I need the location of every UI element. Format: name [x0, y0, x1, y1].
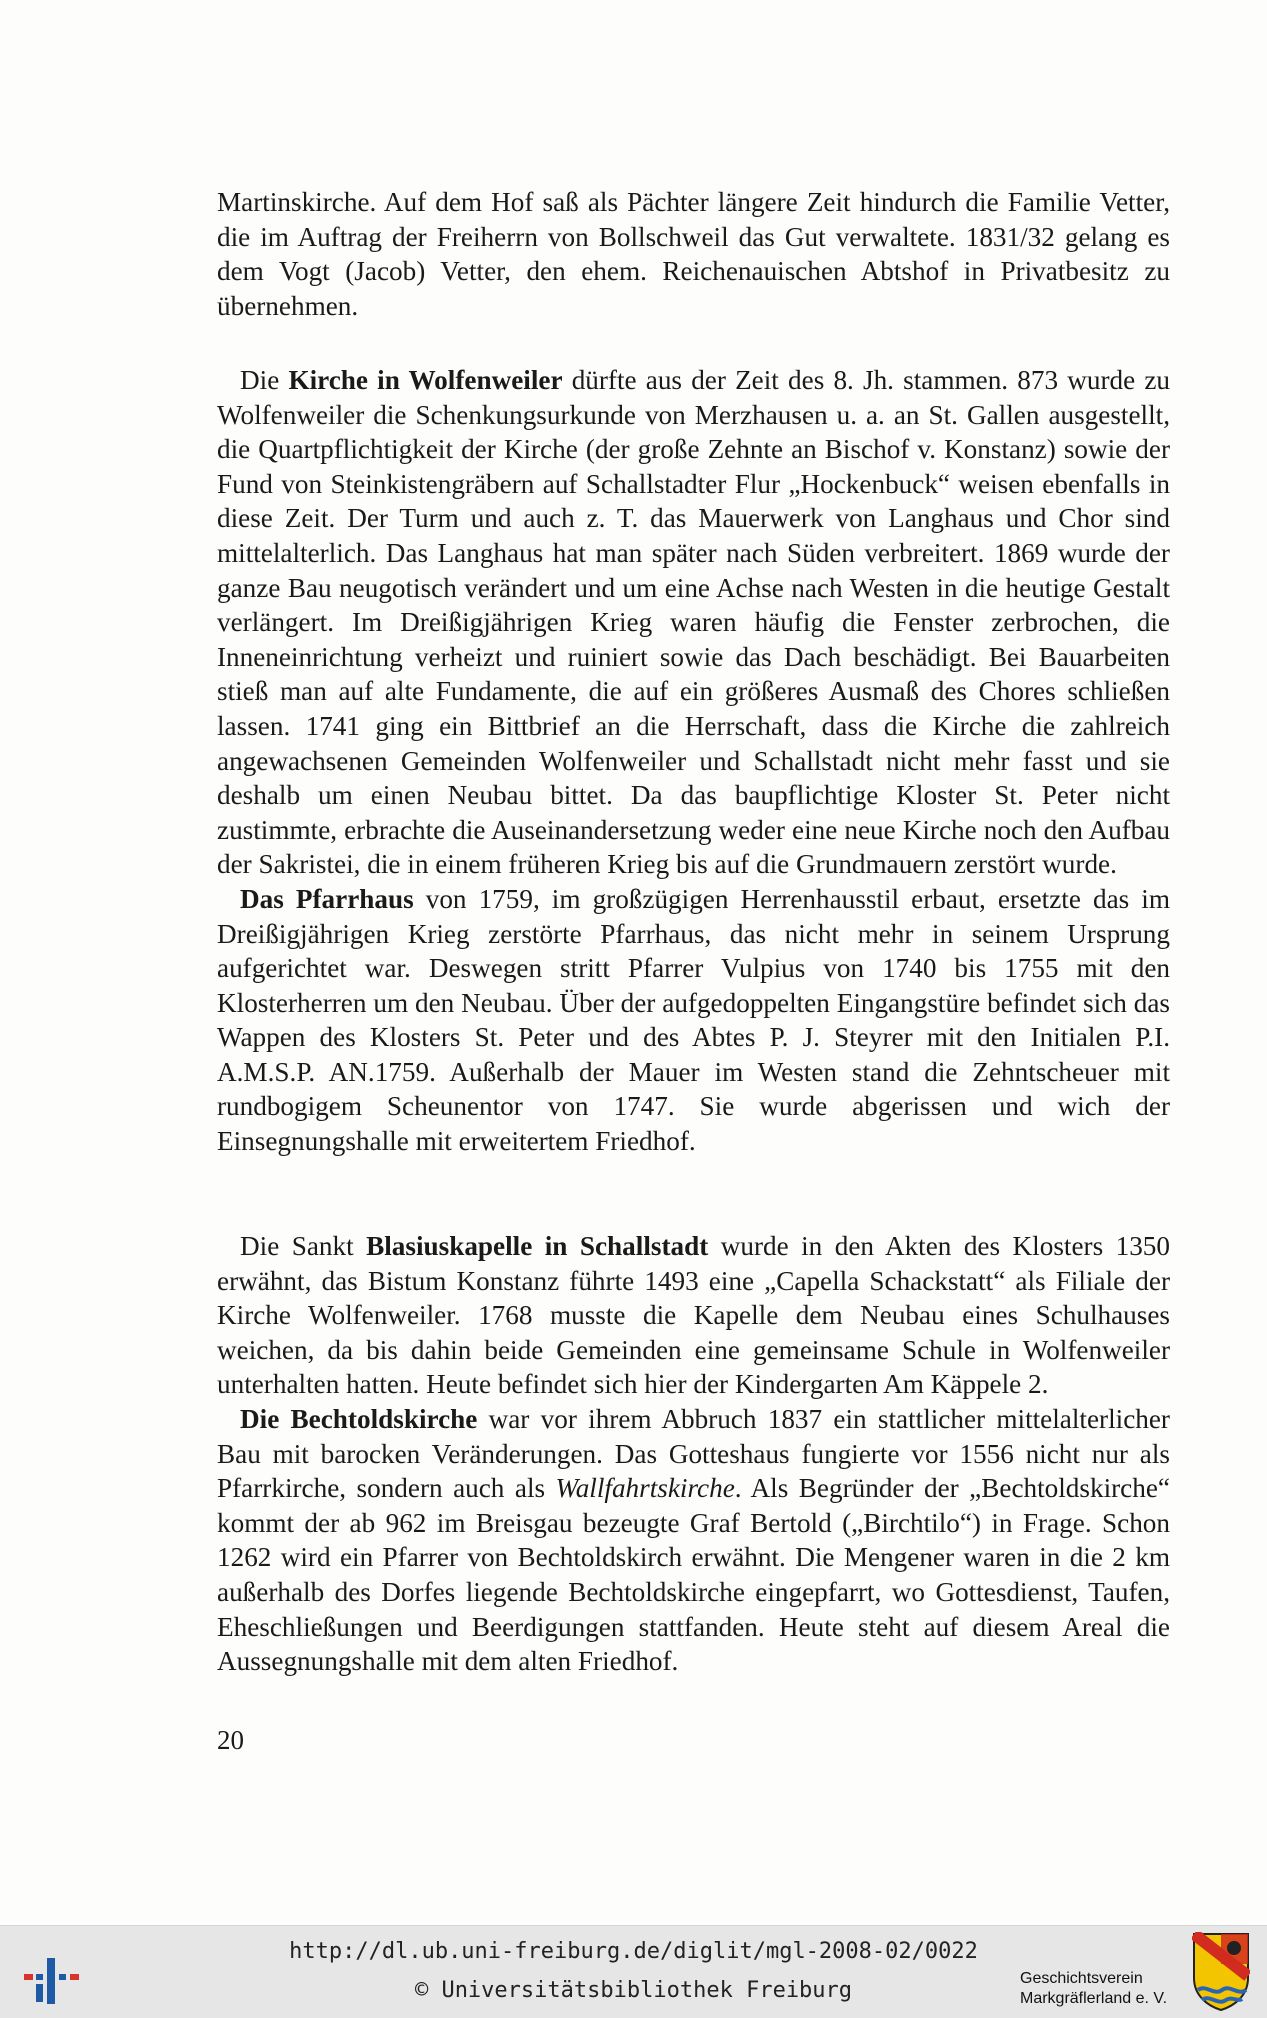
paragraph-body: dürfte aus der Zeit des 8. Jh. stammen. 873 wurde zu Wolfenweiler die Schenkungsurkunde von Merzhausen u. a. an St. Gallen ausgestellt, die Quartpflichtigkeit der Kirche (der große Zehnte an Bischof v. Konstanz) sowie der Fund von Steinkistengräbern auf Schallstadter Flur „Hockenbuck“ weisen ebenfalls in diese Zeit. Der Turm und auch z. T. das Mauerwerk von Langhaus und Chor sind mittelalterlich. Das Langhaus hat man später nach Süden verbreitert. 1869 wurde der ganze Bau neugotisch verändert und um eine Achse nach Westen in die heutige Gestalt verlängert. Im Dreißigjährigen Krieg waren häufig die Fenster zerbrochen, die Inneneinrichtung verheizt und ruiniert sowie das Dach beschädigt. Bei Bauarbeiten stieß man auf alte Fundamente, die auf ein größeres Ausmaß des Chores schließen lassen. 1741 ging ein Bittbrief an die Herrschaft, dass die Kirche die zahlreich angewachsenen Gemeinden Wolfenweiler und Schallstadt nicht mehr fasst und sie deshalb um einen Neubau bittet. Da das baupflichtige Kloster St. Peter nicht zustimmte, erbrachte die Auseinandersetzung weder eine neue Kirche noch den Aufbau der Sakristei, die in einem früheren Krieg bis auf die Grundmauern zerstört wurde. [217, 365, 1170, 880]
society-name [1020, 1969, 1167, 2009]
permalink-link[interactable]: http://dl.ub.uni-freiburg.de/diglit/mgl-2008-02/0022 [289, 1939, 978, 1964]
footer-bar [0, 1925, 1267, 2018]
heading-blasiuskapelle: Blasiuskapelle in Schallstadt [366, 1231, 709, 1261]
paragraph-kirche-wolfenweiler [217, 363, 1170, 882]
paragraph-blasiuskapelle [217, 1229, 1170, 1402]
paragraph-prefix: Die Sankt [240, 1231, 367, 1261]
heading-bechtoldskirche: Die Bechtoldskirche [240, 1403, 478, 1434]
paragraph-prefix: Die [240, 365, 289, 395]
heading-kirche-wolfenweiler: Kirche in Wolfenweiler [288, 365, 563, 395]
paragraph-abtshof: Martinskirche. Auf dem Hof saß als Pächter längere Zeit hindurch die Familie Vetter, die im Auftrag der Freiherrn von Bollschweil das Gut verwaltete. 1831/32 gelang es dem Vogt (Jacob) Vetter, den ehem. Reichenauischen Abtshof in Privatbesitz zu übernehmen. [217, 187, 1170, 321]
paragraph-body-end: . Als Begründer der „Bechtoldskirche“ kommt der ab 962 im Breisgau bezeugte Graf Bertold („Birchtilo“) in Frage. Schon 1262 wird ein Pfarrer von Bechtoldskirch erwähnt. Die Mengener waren in die 2 km außerhalb des Dorfes liegende Bechtoldskirche eingepfarrt, wo Gottesdienst, Taufen, Eheschließungen und Beerdigungen stattfanden. Heute steht auf diesem Areal die Aussegnungshalle mit dem alten Friedhof. [217, 1473, 1170, 1677]
text-block-middle [217, 363, 1170, 1159]
emphasis-wallfahrtskirche: Wallfahrtskirche [555, 1473, 735, 1504]
paragraph-pfarrhaus [217, 882, 1170, 1159]
text-block-bottom [217, 1229, 1170, 1679]
coat-of-arms-icon [1192, 1932, 1250, 2012]
copyright-notice: © Universitätsbibliothek Freiburg [414, 1978, 853, 2003]
paragraph-body: wurde in den Akten des Klosters 1350 erwähnt, das Bistum Konstanz führte 1493 eine „Capella Schackstatt“ als Filiale der Kirche Wolfenweiler. 1768 musste die Kapelle dem Neubau eines Schulhauses weichen, da bis dahin beide Gemeinden eine gemeinsame Schule in Wolfenweiler unterhalten hatten. Heute befindet sich hier der Kindergarten Am Käppele 2. [217, 1231, 1170, 1400]
heading-pfarrhaus: Das Pfarrhaus [240, 883, 414, 914]
text-block-top [217, 185, 1170, 323]
paragraph-body: war vor ihrem Abbruch 1837 ein stattlicher mittelalterlicher Bau mit barocken Veränderungen. Das Gotteshaus fungierte vor 1556 nicht nur als Pfarrkirche, sondern auch als [217, 1403, 1170, 1504]
page-number: 20 [217, 1725, 244, 1755]
society-name-line1: Geschichtsverein [1020, 1970, 1143, 1987]
paragraph-bechtoldskirche [217, 1402, 1170, 1679]
society-name-line2: Markgräflerland e. V. [1020, 1990, 1168, 2007]
paragraph-body: von 1759, im großzügigen Herrenhausstil erbaut, ersetzte das im Dreißigjährigen Krieg zerstörte Pfarrhaus, das nicht mehr in seinem Ursprung aufgerichtet war. Deswegen stritt Pfarrer Vulpius von 1740 bis 1755 mit den Klosterherren um den Neubau. Über der aufgedoppelten Eingangstüre befindet sich das Wappen des Klosters St. Peter und des Abtes P. J. Steyrer mit den Initialen P.I. A.M.S.P. AN.1759. Außerhalb der Mauer im Westen stand die Zehntscheuer mit rundbogigem Scheunentor von 1747. Sie wurde abgerissen und wich der Einsegnungshalle mit erweitertem Friedhof. [217, 883, 1170, 1157]
